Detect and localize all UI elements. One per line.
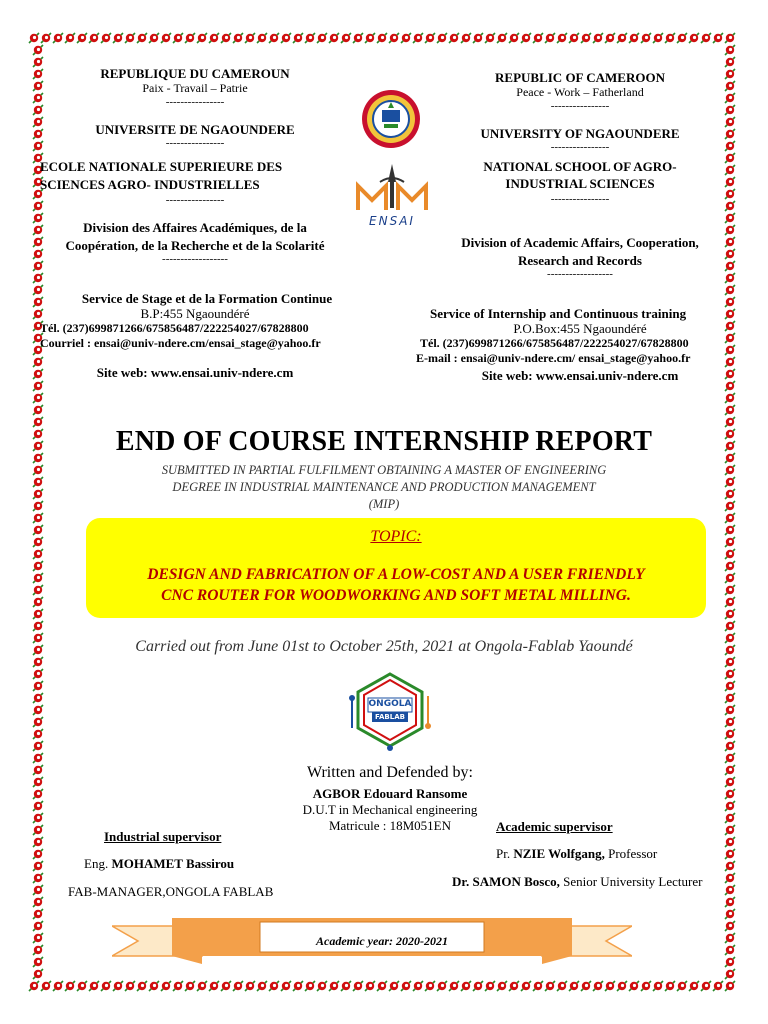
- country-fr: REPUBLIQUE DU CAMEROUN: [100, 66, 290, 81]
- flower-icon: [29, 33, 39, 43]
- role: Professor: [604, 846, 658, 861]
- flower-icon: [353, 981, 363, 991]
- separator: ----------------: [165, 137, 225, 149]
- flower-icon: [233, 981, 243, 991]
- flower-icon: [725, 45, 735, 55]
- ensai-logo-icon: [352, 160, 432, 216]
- flower-icon: [725, 405, 735, 415]
- flower-icon: [161, 981, 171, 991]
- flower-icon: [677, 981, 687, 991]
- flower-icon: [33, 657, 43, 667]
- flower-icon: [533, 981, 543, 991]
- flower-icon: [317, 981, 327, 991]
- flower-icon: [33, 753, 43, 763]
- flower-icon: [101, 981, 111, 991]
- tel-en: Tél. (237)699871266/675856487/222254027/67828800: [420, 336, 689, 350]
- flower-icon: [521, 981, 531, 991]
- flower-icon: [257, 981, 267, 991]
- flower-icon: [33, 537, 43, 547]
- flower-icon: [617, 33, 627, 43]
- flower-icon: [33, 705, 43, 715]
- separator: ----------------: [550, 193, 610, 205]
- french-header: [40, 66, 350, 380]
- flower-icon: [209, 981, 219, 991]
- flower-icon: [101, 33, 111, 43]
- flower-icon: [33, 609, 43, 619]
- flower-icon: [725, 729, 735, 739]
- flower-icon: [33, 957, 43, 967]
- flower-icon: [629, 981, 639, 991]
- flower-icon: [33, 45, 43, 55]
- flower-icon: [33, 393, 43, 403]
- division-fr-line2: Coopération, de la Recherche et de la Scolarité: [65, 238, 325, 253]
- flower-icon: [173, 981, 183, 991]
- flower-icon: [269, 981, 279, 991]
- flower-icon: [33, 489, 43, 499]
- flower-icon: [725, 549, 735, 559]
- flower-icon: [461, 981, 471, 991]
- flower-icon: [473, 981, 483, 991]
- flower-icon: [725, 693, 735, 703]
- industrial-supervisor-label: Industrial supervisor: [104, 829, 222, 844]
- flower-icon: [725, 753, 735, 763]
- flower-icon: [725, 885, 735, 895]
- flower-icon: [725, 861, 735, 871]
- internship-period: Carried out from June 01st to October 25th, 2021 at Ongola-Fablab Yaoundé: [135, 638, 633, 655]
- flower-icon: [725, 657, 735, 667]
- email-en: E-mail : ensai@univ-ndere.cm/ ensai_stage@yahoo.fr: [416, 351, 691, 365]
- flower-icon: [125, 33, 135, 43]
- flower-icon: [725, 393, 735, 403]
- flower-icon: [33, 933, 43, 943]
- flower-icon: [137, 33, 147, 43]
- flower-icon: [33, 873, 43, 883]
- flower-icon: [233, 33, 243, 43]
- flower-icon: [89, 33, 99, 43]
- flower-icon: [33, 597, 43, 607]
- flower-icon: [33, 741, 43, 751]
- flower-icon: [413, 981, 423, 991]
- flower-icon: [33, 717, 43, 727]
- flower-icon: [33, 885, 43, 895]
- flower-icon: [33, 921, 43, 931]
- flower-icon: [701, 981, 711, 991]
- flower-icon: [185, 981, 195, 991]
- flower-icon: [725, 741, 735, 751]
- flower-icon: [389, 981, 399, 991]
- flower-icon: [161, 33, 171, 43]
- flower-icon: [33, 861, 43, 871]
- flower-icon: [545, 981, 555, 991]
- flower-icon: [53, 33, 63, 43]
- flower-icon: [77, 981, 87, 991]
- flower-icon: [713, 981, 723, 991]
- flower-icon: [437, 33, 447, 43]
- flower-icon: [365, 981, 375, 991]
- name-prefix: Pr.: [496, 846, 514, 861]
- flower-icon: [497, 33, 507, 43]
- flower-icon: [725, 945, 735, 955]
- division-en-line1: Division of Academic Affairs, Cooperation,: [461, 235, 699, 250]
- flower-icon: [725, 849, 735, 859]
- separator: ----------------: [550, 141, 610, 153]
- flower-icon: [461, 33, 471, 43]
- flower-icon: [725, 957, 735, 967]
- flower-icon: [725, 537, 735, 547]
- author-matricule: Matricule : 18M051EN: [328, 818, 452, 833]
- flower-icon: [725, 621, 735, 631]
- role: Senior University Lecturer: [559, 874, 703, 889]
- flower-icon: [377, 981, 387, 991]
- flower-icon: [725, 981, 735, 991]
- service-en: Service of Internship and Continuous training: [430, 306, 687, 321]
- flower-icon: [497, 981, 507, 991]
- flower-icon: [281, 981, 291, 991]
- flower-icon: [269, 33, 279, 43]
- flower-icon: [425, 33, 435, 43]
- flower-icon: [653, 981, 663, 991]
- flower-icon: [33, 681, 43, 691]
- flower-icon: [521, 33, 531, 43]
- written-by-label: Written and Defended by:: [307, 764, 473, 781]
- flower-icon: [617, 981, 627, 991]
- subtitle-line-3: (MIP): [368, 497, 400, 511]
- separator: ----------------: [165, 194, 225, 206]
- flower-icon: [605, 981, 615, 991]
- ensai-logo: [352, 160, 432, 232]
- flower-icon: [509, 33, 519, 43]
- flower-icon: [569, 33, 579, 43]
- academic-supervisor-1: [496, 846, 657, 862]
- separator: ----------------: [165, 96, 225, 108]
- flower-icon: [353, 33, 363, 43]
- flower-icon: [329, 981, 339, 991]
- ongola-text: ONGOLA: [368, 699, 412, 709]
- academic-year: Academic year: 2020-2021: [316, 934, 448, 948]
- flower-icon: [425, 981, 435, 991]
- flower-icon: [677, 33, 687, 43]
- motto-en: Peace - Work – Fatherland: [516, 85, 644, 99]
- name: Dr. SAMON Bosco,: [452, 874, 560, 889]
- school-fr-line1: ECOLE NATIONALE SUPERIEURE DES: [40, 159, 283, 174]
- flower-icon: [725, 465, 735, 475]
- flower-icon: [449, 981, 459, 991]
- flower-icon: [641, 981, 651, 991]
- flower-icon: [701, 33, 711, 43]
- ongola-fablab-logo-icon: [344, 668, 436, 752]
- flower-icon: [641, 33, 651, 43]
- flower-icon: [725, 501, 735, 511]
- flower-icon: [33, 849, 43, 859]
- email-fr: Courriel : ensai@univ-ndere.cm/ensai_stage@yahoo.fr: [40, 336, 321, 350]
- flower-icon: [197, 981, 207, 991]
- motto-fr: Paix - Travail – Patrie: [142, 81, 248, 95]
- flower-icon: [725, 921, 735, 931]
- flower-icon: [33, 897, 43, 907]
- flower-icon: [689, 981, 699, 991]
- flower-icon: [377, 33, 387, 43]
- flower-icon: [725, 573, 735, 583]
- school-en-line2: INDUSTRIAL SCIENCES: [505, 176, 655, 191]
- flower-icon: [209, 33, 219, 43]
- flower-icon: [65, 33, 75, 43]
- flower-icon: [33, 945, 43, 955]
- author-degree: D.U.T in Mechanical engineering: [302, 802, 478, 817]
- report-title: END OF COURSE INTERNSHIP REPORT: [115, 426, 653, 457]
- name: NZIE Wolfgang,: [513, 846, 605, 861]
- flower-icon: [33, 585, 43, 595]
- flower-icon: [725, 969, 735, 979]
- flower-icon: [725, 669, 735, 679]
- flower-icon: [137, 981, 147, 991]
- flower-icon: [365, 33, 375, 43]
- flower-icon: [329, 33, 339, 43]
- flower-icon: [473, 33, 483, 43]
- flower-icon: [33, 837, 43, 847]
- flower-icon: [665, 33, 675, 43]
- service-fr: Service de Stage et de la Formation Continue: [81, 291, 333, 306]
- flower-icon: [725, 477, 735, 487]
- flower-icon: [689, 33, 699, 43]
- flower-icon: [557, 981, 567, 991]
- division-fr-line1: Division des Affaires Académiques, de la: [83, 220, 307, 235]
- bp-en: P.O.Box:455 Ngaoundéré: [513, 321, 647, 336]
- flower-icon: [33, 561, 43, 571]
- flower-icon: [33, 549, 43, 559]
- flower-icon: [281, 33, 291, 43]
- industrial-supervisor-role: FAB-MANAGER,ONGOLA FABLAB: [68, 884, 274, 899]
- flower-icon: [389, 33, 399, 43]
- flower-icon: [33, 573, 43, 583]
- industrial-supervisor-name: [84, 856, 234, 872]
- flower-icon: [77, 33, 87, 43]
- flower-icon: [33, 729, 43, 739]
- country-en: REPUBLIC OF CAMEROON: [495, 70, 665, 85]
- academic-supervisor-2: [452, 874, 702, 890]
- ensai-logo-text: ENSAI: [369, 214, 415, 228]
- flower-icon: [33, 669, 43, 679]
- flower-icon: [557, 33, 567, 43]
- flower-icon: [413, 33, 423, 43]
- flower-icon: [53, 981, 63, 991]
- flower-icon: [245, 33, 255, 43]
- flower-icon: [713, 33, 723, 43]
- flower-icon: [665, 981, 675, 991]
- flower-icon: [33, 405, 43, 415]
- flower-icon: [185, 33, 195, 43]
- flower-icon: [593, 981, 603, 991]
- flower-icon: [725, 717, 735, 727]
- flower-icon: [725, 897, 735, 907]
- flower-icon: [33, 477, 43, 487]
- author-name: AGBOR Edouard Ransome: [312, 786, 468, 801]
- flower-icon: [485, 981, 495, 991]
- flower-icon: [89, 981, 99, 991]
- flower-icon: [33, 501, 43, 511]
- name: MOHAMET Bassirou: [111, 856, 235, 871]
- flower-icon: [33, 513, 43, 523]
- bp-fr: B.P:455 Ngaoundéré: [140, 306, 250, 321]
- flower-icon: [33, 465, 43, 475]
- flower-icon: [293, 33, 303, 43]
- ongola-fablab-logo: [344, 668, 436, 752]
- flower-icon: [341, 981, 351, 991]
- university-en: UNIVERSITY OF NGAOUNDERE: [480, 126, 680, 141]
- flower-icon: [725, 57, 735, 67]
- flower-icon: [33, 969, 43, 979]
- flower-icon: [725, 681, 735, 691]
- subtitle-line-2: DEGREE IN INDUSTRIAL MAINTENANCE AND PRODUCTION MANAGEMENT: [172, 480, 596, 494]
- name-prefix: Eng.: [84, 856, 112, 871]
- separator: ------------------: [547, 268, 613, 280]
- flower-icon: [725, 597, 735, 607]
- flower-icon: [605, 33, 615, 43]
- flower-icon: [149, 981, 159, 991]
- academic-supervisor-label: Academic supervisor: [496, 819, 613, 834]
- flower-icon: [33, 525, 43, 535]
- flower-icon: [33, 621, 43, 631]
- separator: ------------------: [162, 253, 228, 265]
- flower-icon: [725, 933, 735, 943]
- flower-icon: [245, 981, 255, 991]
- flower-icon: [293, 981, 303, 991]
- flower-icon: [725, 837, 735, 847]
- report-subtitle: [100, 462, 668, 513]
- flower-icon: [509, 981, 519, 991]
- flower-icon: [725, 705, 735, 715]
- flower-icon: [725, 33, 735, 43]
- subtitle-line-1: SUBMITTED IN PARTIAL FULFILMENT OBTAINING A MASTER OF ENGINEERING: [161, 463, 607, 477]
- flower-icon: [725, 561, 735, 571]
- flower-icon: [29, 981, 39, 991]
- topic-line-2: CNC ROUTER FOR WOODWORKING AND SOFT METAL MILLING.: [161, 587, 631, 604]
- flower-icon: [33, 381, 43, 391]
- flower-icon: [221, 981, 231, 991]
- university-seal-icon: [360, 88, 422, 150]
- flower-icon: [725, 489, 735, 499]
- flower-icon: [401, 981, 411, 991]
- topic-line-1: DESIGN AND FABRICATION OF A LOW-COST AND A USER FRIENDLY: [147, 566, 645, 583]
- english-header: [416, 70, 740, 383]
- flower-icon: [65, 981, 75, 991]
- flower-icon: [725, 609, 735, 619]
- flower-icon: [221, 33, 231, 43]
- flower-icon: [725, 525, 735, 535]
- flower-icon: [725, 585, 735, 595]
- tel-fr: Tél. (237)699871266/675856487/222254027/67828800: [40, 321, 309, 335]
- flower-icon: [593, 33, 603, 43]
- separator: ----------------: [550, 100, 610, 112]
- flower-icon: [401, 33, 411, 43]
- flower-icon: [725, 909, 735, 919]
- flower-icon: [533, 33, 543, 43]
- flower-icon: [41, 33, 51, 43]
- flower-icon: [113, 33, 123, 43]
- school-fr-line2: SCIENCES AGRO- INDUSTRIELLES: [40, 177, 260, 192]
- website-fr: Site web: www.ensai.univ-ndere.cm: [96, 365, 294, 380]
- flower-icon: [725, 873, 735, 883]
- school-en-line1: NATIONAL SCHOOL OF AGRO-: [483, 159, 677, 174]
- flower-icon: [653, 33, 663, 43]
- fablab-text: FABLAB: [375, 713, 405, 721]
- division-en-line2: Research and Records: [518, 253, 642, 268]
- flower-icon: [581, 981, 591, 991]
- flower-icon: [125, 981, 135, 991]
- flower-icon: [569, 981, 579, 991]
- flower-icon: [113, 981, 123, 991]
- topic-text: [96, 564, 696, 606]
- flower-icon: [33, 693, 43, 703]
- flower-icon: [629, 33, 639, 43]
- flower-icon: [305, 33, 315, 43]
- topic-label: TOPIC:: [370, 528, 422, 545]
- flower-icon: [197, 33, 207, 43]
- university-fr: UNIVERSITE DE NGAOUNDERE: [95, 122, 295, 137]
- flower-icon: [305, 981, 315, 991]
- flower-icon: [149, 33, 159, 43]
- flower-icon: [485, 33, 495, 43]
- flower-icon: [437, 981, 447, 991]
- flower-icon: [449, 33, 459, 43]
- flower-icon: [341, 33, 351, 43]
- flower-icon: [33, 909, 43, 919]
- flower-icon: [41, 981, 51, 991]
- flower-icon: [257, 33, 267, 43]
- flower-icon: [725, 513, 735, 523]
- flower-icon: [545, 33, 555, 43]
- flower-icon: [173, 33, 183, 43]
- website-en: Site web: www.ensai.univ-ndere.cm: [481, 368, 679, 383]
- flower-icon: [581, 33, 591, 43]
- flower-icon: [317, 33, 327, 43]
